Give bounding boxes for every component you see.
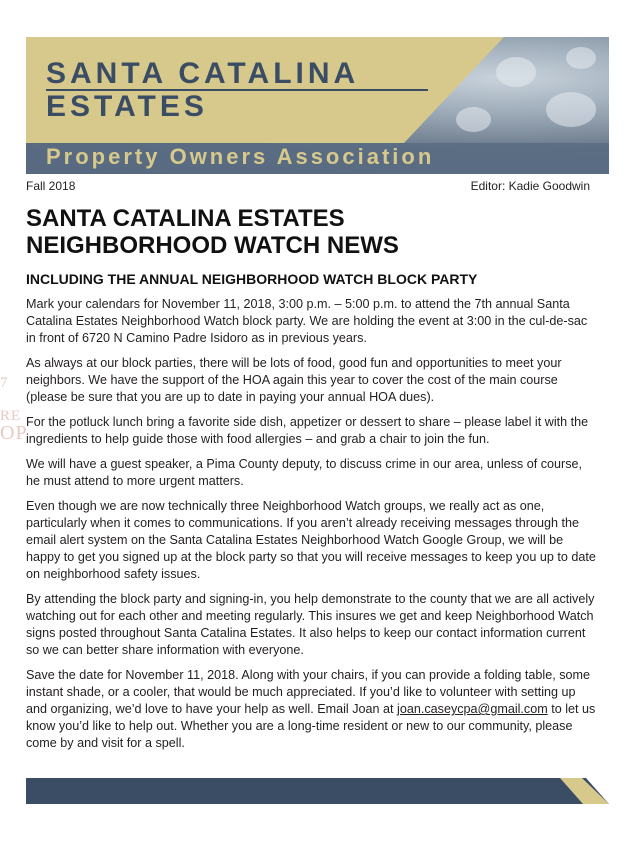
article-subheadline: INCLUDING THE ANNUAL NEIGHBORHOOD WATCH BLOCK PARTY [26, 271, 478, 287]
article-body [26, 296, 596, 760]
footer-bar [26, 778, 609, 804]
paragraph-1: Mark your calendars for November 11, 2018, 3:00 p.m. – 5:00 p.m. to attend the 7th annual Santa Catalina Estates Neighborhood Watch block party. We are holding the event at 3:00 in the cul-de-sac in front of 6720 N Camino Padre Isidoro as in previous years. [26, 297, 588, 345]
masthead-subtitle: Property Owners Association [46, 144, 435, 169]
paragraph-6: By attending the block party and signing-in, you help demonstrate to the county that we are all actively watching out for each other and meeting regularly. This insures we get and keep Neighborhood Watch signs posted throughout Santa Catalina Estates. It also helps to keep our contact information current so we can better share information with everyone. [26, 592, 595, 657]
issue-season: Fall 2018 [26, 179, 76, 193]
paragraph-5: Even though we are now technically three Neighborhood Watch groups, we really act as one, particularly when it comes to communications. If you aren’t already receiving messages through the email alert system on the Santa Catalina Estates Neighborhood Watch Google Group, we will be happy to get you signed up at the block party so that you will receive messages to keep you up to date on neighborhood safety issues. [26, 499, 596, 581]
paragraph-3: For the potluck lunch bring a favorite side dish, appetizer or dessert to share – please label it with the ingredients to help guide those with food allergies – and grab a chair to join the fun. [26, 415, 589, 446]
paragraph-2: As always at our block parties, there will be lots of food, good fun and opportunities to meet your neighbors. We have the support of the HOA again this year to cover the cost of the main course (please be sure that you are up to date in paying your annual HOA dues). [26, 356, 562, 404]
masthead-title-line2: ESTATES [46, 90, 208, 123]
headline-line2: NEIGHBORHOOD WATCH NEWS [26, 232, 399, 259]
article-headline [26, 205, 606, 259]
watermark: 7 RE OP [0, 375, 28, 444]
editor-credit: Editor: Kadie Goodwin [470, 179, 590, 193]
paragraph-7: Save the date for November 11, 2018. Along with your chairs, if you can provide a folding table, some instant shade, or a cooler, that would be much appreciated. If you’d like to volunteer with setting up and organizing, we’d love to have your help as well. Email Joan at joan.caseycpa@gmail.com to let us know you’d like to help out. Whether you are a long-time resident or new to our community, please come by and visit for a spell. [26, 668, 596, 750]
masthead-title-line1: SANTA CATALINA [46, 57, 360, 90]
headline-line1: SANTA CATALINA ESTATES [26, 205, 345, 232]
masthead-banner [26, 37, 609, 174]
paragraph-4: We will have a guest speaker, a Pima County deputy, to discuss crime in our area, unless of course, he must attend to more urgent matters. [26, 457, 583, 488]
email-link[interactable]: joan.caseycpa@gmail.com [397, 702, 548, 716]
